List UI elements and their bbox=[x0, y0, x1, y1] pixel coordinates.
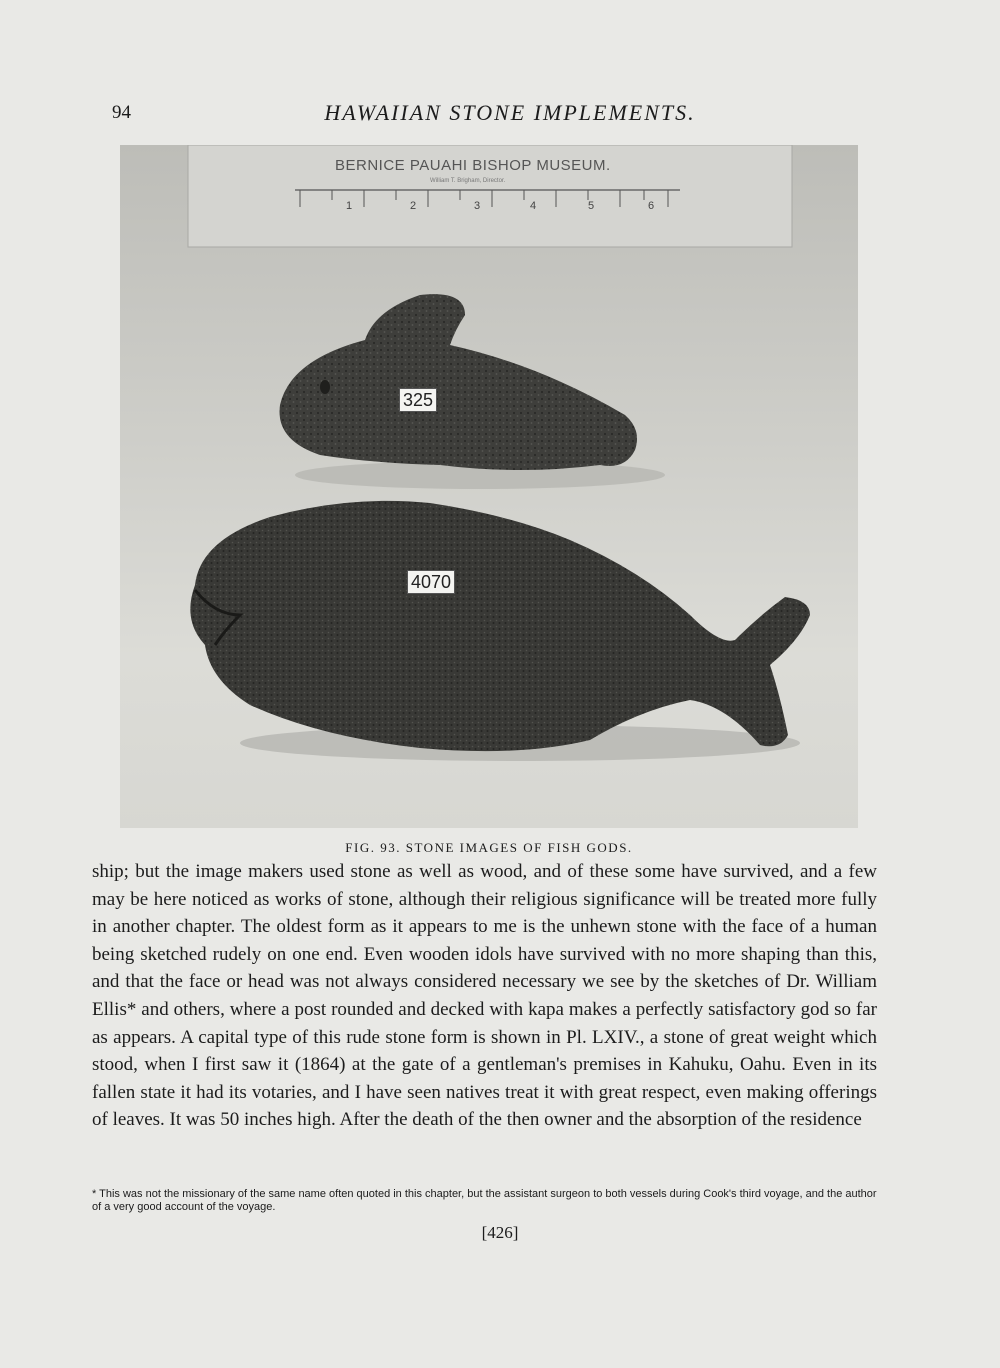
running-head: HAWAIIAN STONE IMPLEMENTS. bbox=[324, 100, 696, 125]
body-text-block bbox=[92, 858, 877, 1134]
footer-page-number: [426] bbox=[481, 1223, 519, 1242]
ruler-number: 3 bbox=[474, 200, 481, 212]
ruler-number: 6 bbox=[648, 200, 655, 212]
specimen-tag-325: 325 bbox=[399, 388, 437, 412]
fish-god-325-shape bbox=[280, 294, 638, 470]
museum-label: BERNICE PAUAHI BISHOP MUSEUM. bbox=[335, 157, 611, 174]
footnote: * This was not the missionary of the same name often quoted in this chapter, but the assistant surgeon to both vessels during Cook's third voyage, and the author of a very good account of the voyage. bbox=[92, 1188, 877, 1213]
ruler-number: 2 bbox=[410, 200, 417, 212]
museum-sublabel: William T. Brigham, Director. bbox=[430, 178, 506, 184]
ruler-number: 5 bbox=[588, 200, 595, 212]
figure-caption: FIG. 93. STONE IMAGES OF FISH GODS. bbox=[345, 840, 633, 855]
ruler-number: 4 bbox=[530, 200, 537, 212]
body-paragraph: ship; but the image makers used stone as well as wood, and of these some have survived, and a few may be here noticed as works of stone, although their religious significance will be treated more fully in another chapter. The oldest form as it appears to me is the unhewn stone with the face of a human being sketched rudely on one end. Even wooden idols have survived with no more shaping than this, and that the face or head was not always considered necessary we see by the sketches of Dr. William Ellis* and others, where a post rounded and decked with kapa makes a perfectly satisfactory god so far as appears. A capital type of this rude stone form is shown in Pl. LXIV., a stone of great weight which stood, when I first saw it (1864) at the gate of a gentleman's premises in Kahuku, Oahu. Even in its fallen state it had its votaries, and I have seen natives treat it with great respect, even making offerings of leaves. It was 50 inches high. After the death of the then owner and the absorption of the residence bbox=[92, 861, 877, 1131]
fish-god-4070-shape bbox=[190, 501, 810, 751]
page-number: 94 bbox=[112, 102, 131, 123]
fish-gods-image bbox=[120, 145, 858, 828]
figure-photograph bbox=[120, 145, 858, 828]
ruler-number: 1 bbox=[346, 200, 353, 212]
specimen-tag-4070: 4070 bbox=[407, 570, 455, 594]
